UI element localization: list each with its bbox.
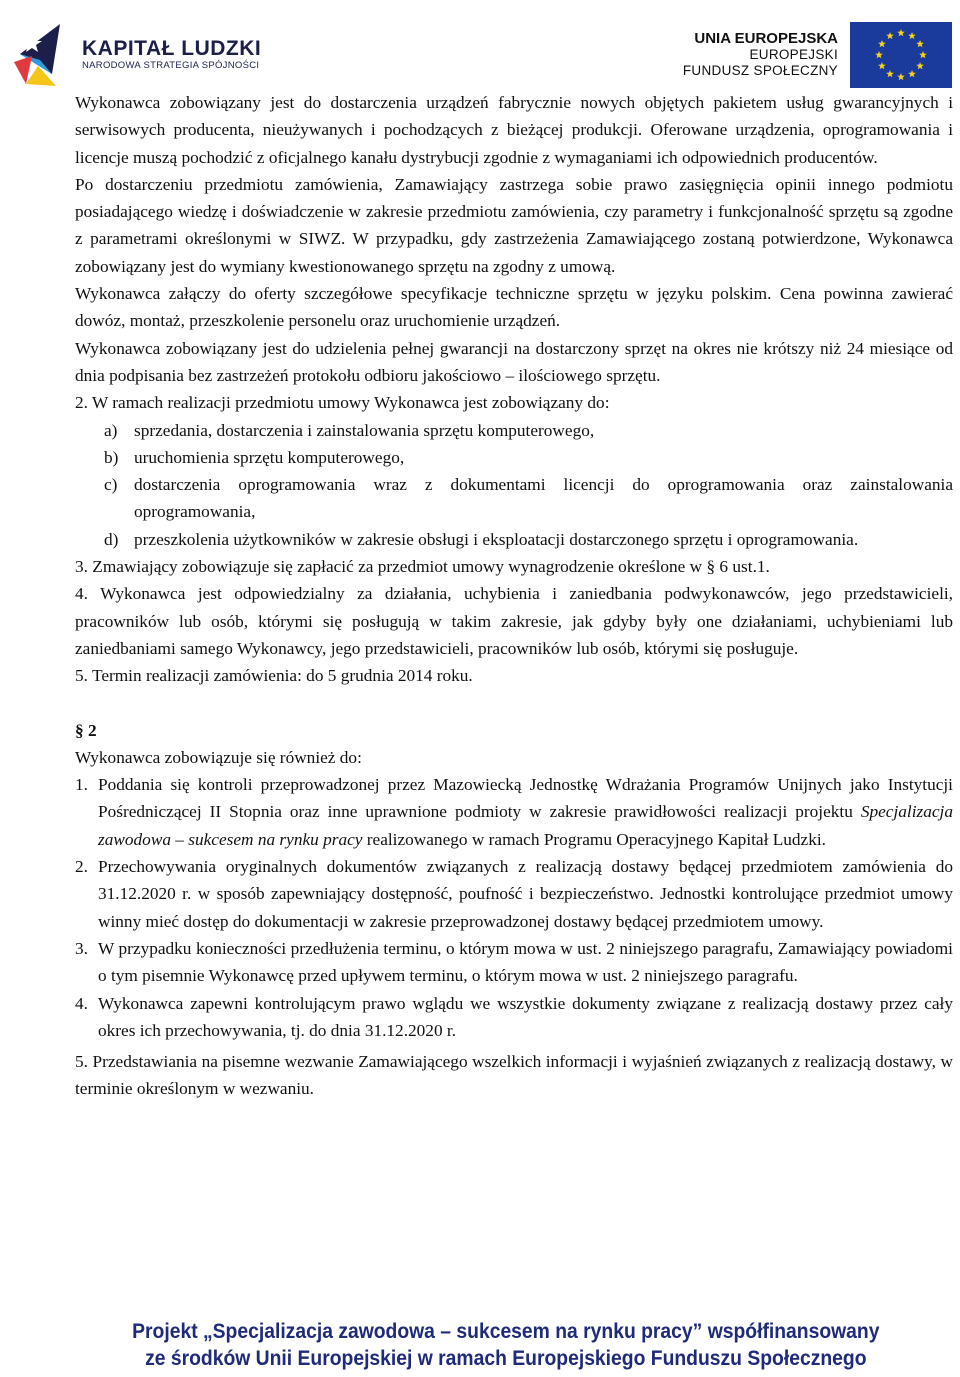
list-item-text: Poddania się kontroli przeprowadzonej przez Mazowiecką Jednostkę Wdrażania Programów Unijnych jako Instytucji Pośredniczącej II Stopnia oraz inne uprawnione podmioty w zakresie prawidłowości realizacji projektu — [98, 775, 953, 822]
list-item — [75, 935, 953, 990]
paragraph: Wykonawca zobowiązany jest do dostarczenia urządzeń fabrycznie nowych objętych pakietem usług gwarancyjnych i serwisowych producenta, nieużywanych i pochodzących z bieżącej produkcji. Oferowane urządzenia, oprogramowania i licencje muszą pochodzić z oficjalnego kanału dystrybucji zgodnie z wymaganiami ich odpowiednich producentów. — [75, 93, 953, 167]
paragraph: 4. Wykonawca jest odpowiedzialny za działania, uchybienia i zaniedbania podwykonawców, jego przedstawicieli, pracowników lub osób, którymi się posługują w takim zakresie, jak gdyby były one działaniami, uchybieniami lub zaniedbaniami samego Wykonawcy, jego przedstawicieli, pracowników lub osób, którymi się posługuje. — [75, 584, 953, 658]
paragraph: 5. Termin realizacji zamówienia: do 5 grudnia 2014 roku. — [75, 666, 473, 686]
footer-line-2: ze środków Unii Europejskiej w ramach Europejskiego Funduszu Społecznego — [145, 1347, 867, 1370]
list-marker: 2. — [75, 857, 88, 877]
eu-flag-icon — [850, 22, 952, 88]
page-footer — [41, 1318, 924, 1372]
list-item-text: uruchomienia sprzętu komputerowego, — [134, 447, 405, 467]
lettered-list — [75, 417, 953, 553]
kapital-ludzki-logo-icon — [12, 16, 68, 88]
list-item-text: realizowanego w ramach Programu Operacyjnego Kapitał Ludzki. — [362, 829, 826, 849]
list-marker: d) — [104, 529, 119, 549]
list-item — [75, 771, 953, 853]
paragraph: Wykonawca zobowiązuje się również do: — [75, 747, 362, 767]
list-marker: 1. — [75, 775, 88, 795]
paragraph: 3. Zmawiający zobowiązuje się zapłacić za przedmiot umowy wynagrodzenie określone w § 6 ust.1. — [75, 557, 770, 577]
list-marker: b) — [104, 447, 119, 467]
eu-line-1: UNIA EUROPEJSKA — [694, 30, 838, 47]
list-marker: 4. — [75, 993, 88, 1013]
list-marker: a) — [104, 420, 118, 440]
project-name: Specjalizacja zawodowa – sukcesem na rynku pracy — [98, 802, 953, 849]
eu-line-2: EUROPEJSKI — [749, 47, 838, 62]
paragraph: 5. Przedstawiania na pisemne wezwanie Zamawiającego wszelkich informacji i wyjaśnień związanych z realizacją dostawy, w terminie określonym w wezwaniu. — [75, 1052, 953, 1099]
kapital-ludzki-wordmark — [82, 38, 261, 72]
list-item-text: przeszkolenia użytkowników w zakresie obsługi i eksploatacji dostarczonego sprzętu i oprogramowania. — [134, 529, 859, 549]
list-item-text: sprzedania, dostarczenia i zainstalowania sprzętu komputerowego, — [134, 420, 595, 440]
list-item-text: Wykonawca zapewni kontrolującym prawo wglądu we wszystkie dokumenty związane z realizacją dostawy przez cały okres ich przechowywania, tj. do dnia 31.12.2020 r. — [98, 993, 953, 1040]
list-item-text: W przypadku konieczności przedłużenia terminu, o którym mowa w ust. 2 niniejszego paragrafu, Zamawiający powiadomi o tym pisemnie Wykonawcę przed upływem terminu, o którym mowa w ust. 2 niniejszego paragrafu. — [98, 938, 953, 986]
list-item — [75, 853, 953, 935]
list-item — [75, 526, 953, 553]
footer-line-1: Projekt „Specjalizacja zawodowa – sukcesem na rynku pracy” współfinansowany — [132, 1320, 880, 1343]
kapital-ludzki-subtitle: NARODOWA STRATEGIA SPÓJNOŚCI — [82, 60, 260, 71]
document-body — [75, 89, 953, 1103]
paragraph: Wykonawca załączy do oferty szczegółowe specyfikacje techniczne sprzętu w języku polskim. Cena powinna zawierać dowóz, montaż, przeszkolenie personelu oraz uruchomienie urządzeń. — [75, 284, 953, 331]
list-marker: 3. — [75, 938, 88, 958]
page-header — [0, 0, 960, 90]
kapital-ludzki-title: KAPITAŁ LUDZKI — [82, 37, 262, 60]
list-item-text: dostarczenia oprogramowania wraz z dokumentami licencji do oprogramowania oraz zainstalowania oprogramowania, — [134, 475, 953, 522]
list-item — [75, 417, 953, 444]
numbered-list — [75, 771, 953, 1044]
list-item — [75, 471, 953, 526]
list-item — [75, 444, 953, 471]
paragraph: 2. W ramach realizacji przedmiotu umowy Wykonawca jest zobowiązany do: — [75, 393, 610, 413]
list-item — [75, 990, 953, 1045]
paragraph: Wykonawca zobowiązany jest do udzielenia pełnej gwarancji na dostarczony sprzęt na okres nie krótszy niż 24 miesiące od dnia podpisania bez zastrzeżeń protokołu odbioru jakościowo – ilościowego sprzętu. — [75, 338, 953, 385]
eu-line-3: FUNDUSZ SPOŁECZNY — [682, 63, 838, 78]
section-heading: § 2 — [75, 720, 97, 740]
eu-wordmark — [683, 30, 838, 79]
list-item-text: Przechowywania oryginalnych dokumentów związanych z realizacją dostawy będącej przedmiotem zamówienia do 31.12.2020 r. w sposób zapewniający dostępność, poufność i bezpieczeństwo. Jednostki kontrolujące przedmiot umowy winny mieć dostęp do dokumentacji w zakresie przeprowadzonej dostawy będącej przedmiotem umowy. — [98, 857, 953, 931]
paragraph: Po dostarczeniu przedmiotu zamówienia, Zamawiający zastrzega sobie prawo zasięgnięcia opinii innego podmiotu posiadającego wiedzę i doświadczenie w zakresie przedmiotu zamówienia, czy parametry i funkcjonalność sprzętu są zgodne z parametrami określonymi w SIWZ. W przypadku, gdy zastrzeżenia Zamawiającego zostaną potwierdzone, Wykonawca zobowiązany jest do wymiany kwestionowanego sprzętu na zgodny z umową. — [75, 174, 953, 276]
list-marker: c) — [104, 475, 118, 495]
